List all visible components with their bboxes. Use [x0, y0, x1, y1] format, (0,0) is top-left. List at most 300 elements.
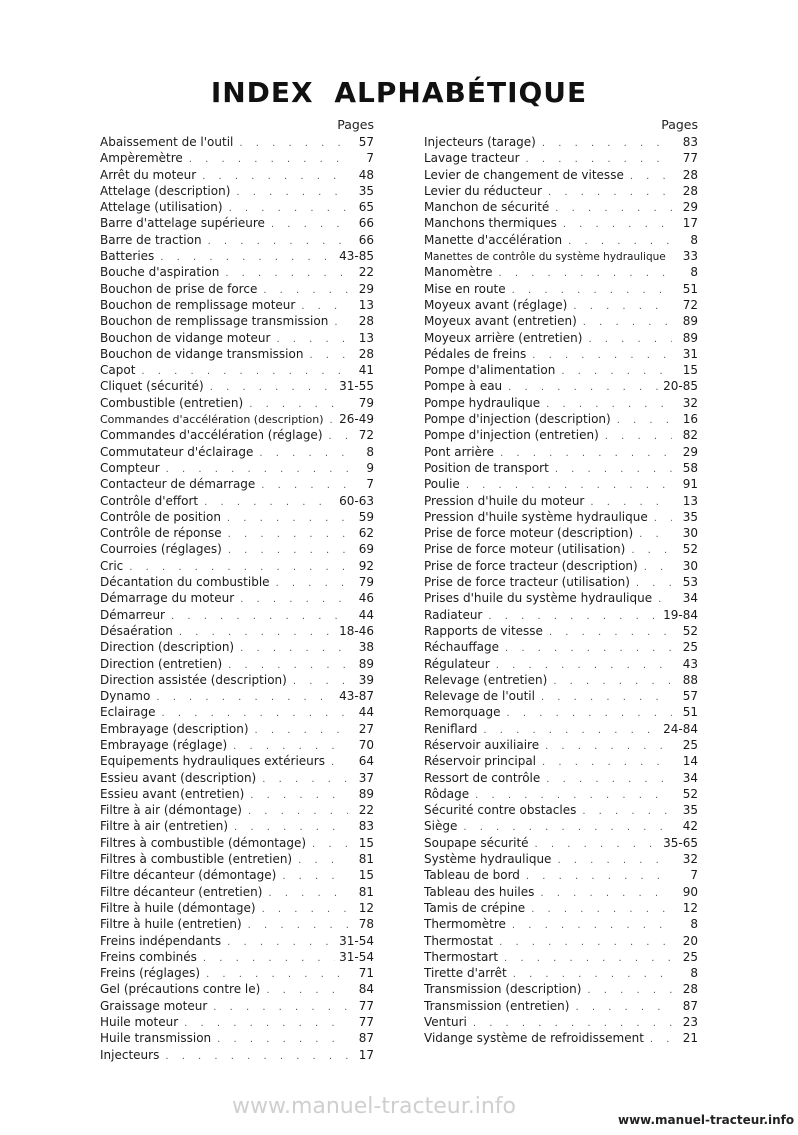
entry-label: Remorquage	[424, 705, 501, 720]
entry-page: 8	[366, 444, 374, 459]
entry-label: Freins (réglages)	[100, 966, 201, 981]
index-entry	[424, 493, 698, 509]
dot-leader	[173, 625, 335, 639]
entry-label: Sécurité contre obstacles	[424, 803, 577, 818]
dot-leader	[520, 869, 672, 883]
dot-leader	[526, 348, 672, 362]
index-entry	[424, 281, 698, 297]
entry-label: Manette d'accélération	[424, 232, 563, 247]
page-title: INDEX ALPHABÉTIQUE	[210, 76, 588, 109]
index-entry	[424, 264, 698, 280]
entry-page: 22	[358, 803, 374, 818]
entry-page: 38	[358, 640, 374, 655]
entry-page: 12	[682, 900, 698, 915]
index-entry	[100, 215, 374, 231]
entry-label: Gel (précautions contre le)	[100, 982, 261, 997]
dot-leader	[507, 967, 672, 981]
entry-label: Contrôle de position	[100, 509, 221, 524]
entry-page: 25	[682, 949, 698, 964]
entry-label: Filtre à huile (entretien)	[100, 917, 242, 932]
entry-page: 32	[682, 395, 698, 410]
entry-label: Prises d'huile du système hydraulique	[424, 591, 653, 606]
index-entry	[100, 493, 374, 509]
index-entry	[100, 737, 374, 753]
entry-page: 44	[358, 705, 374, 720]
index-entry	[424, 623, 698, 639]
entry-page: 32	[682, 852, 698, 867]
entry-page: 29	[682, 444, 698, 459]
entry-label: Lavage tracteur	[424, 151, 520, 166]
entry-label: Batteries	[100, 249, 155, 264]
entry-label: Equipements hydrauliques extérieurs	[100, 754, 325, 769]
dot-leader	[202, 234, 348, 248]
dot-leader	[562, 234, 672, 248]
index-entry	[424, 802, 698, 818]
dot-leader	[469, 788, 672, 802]
entry-label: Pédales de freins	[424, 346, 527, 361]
index-entry	[100, 378, 374, 394]
entry-page: 71	[358, 966, 374, 981]
index-entry	[424, 346, 698, 362]
entry-page: 15	[358, 868, 374, 883]
index-entry	[100, 313, 374, 329]
entry-page: 77	[682, 151, 698, 166]
index-entry	[100, 786, 374, 802]
entry-label: Direction (description)	[100, 640, 235, 655]
index-entry	[424, 378, 698, 394]
entry-label: Rôdage	[424, 786, 470, 801]
entry-page: 44	[358, 607, 374, 622]
index-entry	[100, 704, 374, 720]
entry-label: Pompe d'injection (description)	[424, 412, 611, 427]
index-entry	[100, 590, 374, 606]
index-entry	[100, 867, 374, 883]
dot-leader	[227, 739, 348, 753]
index-entry	[100, 150, 374, 166]
entry-label: Barre d'attelage supérieure	[100, 216, 265, 231]
dot-leader	[502, 380, 659, 394]
entry-label: Réchauffage	[424, 640, 499, 655]
index-entry	[424, 574, 698, 590]
entry-page: 28	[358, 314, 374, 329]
dot-leader	[492, 266, 672, 280]
entry-label: Pompe à eau	[424, 379, 503, 394]
entry-page: 57	[682, 689, 698, 704]
entry-page: 31-55	[339, 379, 374, 394]
entry-label: Démarreur	[100, 607, 165, 622]
entry-label: Arrêt du moteur	[100, 167, 197, 182]
index-entry	[100, 835, 374, 851]
dot-leader	[270, 332, 348, 346]
dot-leader	[287, 674, 348, 688]
entry-label: Prise de force tracteur (utilisation)	[424, 575, 630, 590]
index-entry	[424, 639, 698, 655]
dot-leader	[207, 1000, 348, 1014]
dot-leader	[243, 397, 348, 411]
entry-page: 43	[682, 656, 698, 671]
entry-label: Filtre à air (entretien)	[100, 819, 229, 834]
entry-label: Manomètre	[424, 265, 493, 280]
entry-label: Système hydraulique	[424, 852, 552, 867]
index-entry	[100, 541, 374, 557]
dot-leader	[242, 918, 348, 932]
index-entry	[424, 835, 698, 851]
entry-label: Courroies (réglages)	[100, 542, 222, 557]
index-entry	[100, 1047, 374, 1063]
index-entry	[424, 362, 698, 378]
index-entry	[424, 965, 698, 981]
dot-leader	[183, 152, 348, 166]
dot-leader	[630, 576, 672, 590]
index-entry	[424, 444, 698, 460]
dot-leader	[493, 935, 672, 949]
index-entry	[100, 460, 374, 476]
index-entry	[424, 313, 698, 329]
entry-page: 23	[682, 1015, 698, 1030]
entry-label: Prise de force moteur (utilisation)	[424, 542, 626, 557]
index-entry	[424, 395, 698, 411]
entry-page: 81	[358, 852, 374, 867]
dot-leader	[156, 706, 349, 720]
entry-page: 17	[358, 1047, 374, 1062]
dot-leader	[644, 1032, 672, 1046]
entry-label: Combustible (entretien)	[100, 395, 244, 410]
index-entry	[424, 297, 698, 313]
dot-leader	[295, 299, 348, 313]
entry-label: Thermomètre	[424, 917, 506, 932]
entry-label: Huile transmission	[100, 1031, 212, 1046]
dot-leader	[178, 1016, 348, 1030]
entry-label: Bouchon de remplissage moteur	[100, 297, 296, 312]
entry-label: Démarrage du moteur	[100, 591, 235, 606]
entry-page: 39	[358, 672, 374, 687]
entry-label: Commandes d'accélération (description)	[100, 413, 324, 427]
index-entry	[424, 672, 698, 688]
dot-leader	[228, 820, 348, 834]
dot-leader	[638, 560, 672, 574]
entry-page: 8	[690, 265, 698, 280]
index-entry	[424, 248, 698, 264]
entry-page: 43-87	[339, 689, 374, 704]
index-entry	[424, 933, 698, 949]
index-entry	[424, 150, 698, 166]
dot-leader	[506, 918, 672, 932]
dot-leader	[625, 543, 672, 557]
dot-leader	[135, 364, 348, 378]
entry-page: 29	[358, 281, 374, 296]
entry-label: Cliquet (sécurité)	[100, 379, 204, 394]
entry-label: Ampèremètre	[100, 151, 183, 166]
entry-page: 77	[358, 998, 374, 1013]
entry-page: 35	[682, 509, 698, 524]
entry-label: Injecteurs (tarage)	[424, 135, 536, 149]
entry-label: Tableau des huiles	[424, 884, 535, 899]
entry-page: 25	[682, 737, 698, 752]
entry-label: Thermostart	[424, 949, 499, 964]
entry-label: Ressort de contrôle	[424, 770, 541, 785]
entry-label: Venturi	[424, 1015, 467, 1030]
entry-page: 13	[682, 493, 698, 508]
entry-page: 34	[682, 770, 698, 785]
entry-page: 29	[682, 200, 698, 215]
index-entry	[424, 199, 698, 215]
entry-page: 33	[682, 249, 698, 264]
dot-leader	[482, 609, 659, 623]
index-entry	[100, 933, 374, 949]
entry-label: Huile moteur	[100, 1015, 179, 1030]
entry-page: 60-63	[339, 493, 374, 508]
dot-leader	[547, 674, 672, 688]
dot-leader	[159, 1049, 348, 1063]
index-entry	[424, 704, 698, 720]
dot-leader	[196, 169, 348, 183]
dot-leader	[165, 609, 348, 623]
dot-leader	[221, 935, 335, 949]
entry-label: Freins combinés	[100, 949, 197, 964]
index-column-left	[100, 117, 374, 1063]
entry-page: 66	[358, 216, 374, 231]
index-entry	[100, 281, 374, 297]
entry-page: 87	[358, 1031, 374, 1046]
entry-label: Pression d'huile du moteur	[424, 493, 585, 508]
index-entry	[424, 411, 698, 427]
entry-label: Thermostat	[424, 933, 494, 948]
dot-leader	[200, 967, 348, 981]
entry-page: 16	[682, 412, 698, 427]
entry-page: 77	[358, 1015, 374, 1030]
dot-leader	[292, 853, 348, 867]
entry-page: 78	[358, 917, 374, 932]
index-entry	[424, 558, 698, 574]
entry-label: Réservoir auxiliaire	[424, 737, 540, 752]
entry-label: Abaissement de l'outil	[100, 135, 234, 149]
index-entry	[424, 851, 698, 867]
entry-label: Rapports de vitesse	[424, 623, 543, 638]
entry-page: 58	[682, 460, 698, 475]
index-entry	[100, 1014, 374, 1030]
index-entry	[424, 737, 698, 753]
index-entry	[424, 1014, 698, 1030]
index-entry	[424, 330, 698, 346]
index-entry	[424, 981, 698, 997]
index-entry	[424, 916, 698, 932]
index-entry	[424, 427, 698, 443]
dot-leader	[501, 706, 672, 720]
entry-label: Radiateur	[424, 607, 483, 622]
index-entry	[424, 607, 698, 623]
dot-leader	[253, 446, 348, 460]
entry-page: 13	[358, 297, 374, 312]
entry-label: Pompe hydraulique	[424, 395, 541, 410]
dot-leader	[506, 283, 672, 297]
entry-page: 89	[358, 656, 374, 671]
entry-page: 53	[682, 575, 698, 590]
dot-leader	[211, 1032, 348, 1046]
index-entry	[100, 949, 374, 965]
entry-page: 65	[358, 200, 374, 215]
index-entry	[100, 623, 374, 639]
dot-leader	[536, 136, 672, 150]
index-entry	[100, 330, 374, 346]
entry-label: Bouchon de remplissage transmission	[100, 314, 329, 329]
dot-leader	[222, 527, 348, 541]
dot-leader	[197, 951, 335, 965]
index-entry	[424, 753, 698, 769]
entry-page: 70	[358, 737, 374, 752]
index-entry	[100, 998, 374, 1014]
entry-page: 88	[682, 672, 698, 687]
entry-page: 15	[358, 835, 374, 850]
entry-label: Commutateur d'éclairage	[100, 444, 254, 459]
entry-label: Reniflard	[424, 721, 478, 736]
dot-leader	[221, 511, 348, 525]
index-entry	[100, 444, 374, 460]
index-entry	[100, 346, 374, 362]
index-entry	[100, 818, 374, 834]
entry-label: Essieu avant (entretien)	[100, 786, 245, 801]
entry-page: 37	[358, 770, 374, 785]
entry-page: 13	[358, 330, 374, 345]
entry-label: Position de transport	[424, 460, 549, 475]
entry-page: 82	[682, 428, 698, 443]
entry-page: 83	[358, 819, 374, 834]
entry-page: 66	[358, 232, 374, 247]
entry-page: 28	[682, 982, 698, 997]
entry-label: Tirette d'arrêt	[424, 966, 507, 981]
entry-label: Graissage moteur	[100, 998, 208, 1013]
dot-leader	[540, 772, 672, 786]
entry-label: Pont arrière	[424, 444, 495, 459]
entry-label: Levier de changement de vitesse	[424, 167, 624, 182]
index-entry	[100, 965, 374, 981]
index-entry	[424, 770, 698, 786]
entry-label: Transmission (entretien)	[424, 998, 570, 1013]
index-entry	[100, 427, 374, 443]
index-entry	[100, 1030, 374, 1046]
dot-leader	[648, 511, 672, 525]
dot-leader	[520, 152, 672, 166]
index-entry	[424, 476, 698, 492]
index-entry	[100, 688, 374, 704]
footer-url: www.manuel-tracteur.info	[618, 1113, 795, 1127]
entry-page: 42	[682, 819, 698, 834]
dot-leader	[262, 886, 348, 900]
entry-page: 92	[358, 558, 374, 573]
entry-label: Contrôle de réponse	[100, 526, 222, 541]
entry-page: 91	[682, 477, 698, 492]
entry-page: 72	[682, 297, 698, 312]
entry-page: 72	[358, 428, 374, 443]
dot-leader	[584, 495, 672, 509]
entry-page: 30	[682, 526, 698, 541]
entry-label: Vidange système de refroidissement	[424, 1031, 644, 1046]
entry-label: Régulateur	[424, 656, 490, 671]
dot-leader	[260, 983, 348, 997]
entry-label: Direction assistée (description)	[100, 672, 287, 687]
dot-leader	[555, 364, 672, 378]
entry-label: Embrayage (description)	[100, 721, 249, 736]
entry-page: 7	[690, 868, 698, 883]
dot-leader	[204, 380, 335, 394]
entry-label: Décantation du combustible	[100, 575, 270, 590]
index-entry	[100, 558, 374, 574]
dot-leader	[222, 543, 348, 557]
dot-leader	[490, 658, 672, 672]
entry-page: 9	[366, 460, 374, 475]
entry-label: Eclairage	[100, 705, 156, 720]
entry-label: Contacteur de démarrage	[100, 477, 256, 492]
index-entry	[100, 395, 374, 411]
dot-leader	[567, 299, 672, 313]
entry-page: 35-65	[663, 835, 698, 850]
index-entry	[424, 1030, 698, 1046]
index-entry	[100, 656, 374, 672]
entry-label: Relevage de l'outil	[424, 689, 535, 704]
entry-label: Manchon de sécurité	[424, 200, 550, 215]
index-entry	[100, 753, 374, 769]
index-entry	[424, 183, 698, 199]
index-entry	[100, 476, 374, 492]
entry-page: 18-46	[339, 623, 374, 638]
entry-label: Embrayage (réglage)	[100, 737, 228, 752]
dot-leader	[257, 283, 348, 297]
dot-leader	[535, 690, 672, 704]
entry-page: 34	[682, 591, 698, 606]
entry-page: 43-85	[339, 249, 374, 264]
dot-leader	[581, 983, 672, 997]
dot-leader	[328, 315, 348, 329]
index-entry	[100, 802, 374, 818]
index-entry	[424, 541, 698, 557]
entry-label: Commandes d'accélération (réglage)	[100, 428, 323, 443]
index-entry	[100, 851, 374, 867]
index-entry	[100, 884, 374, 900]
dot-leader	[150, 690, 335, 704]
entry-page: 90	[682, 884, 698, 899]
entry-label: Filtres à combustible (démontage)	[100, 835, 307, 850]
index-entry	[424, 900, 698, 916]
dot-leader	[160, 462, 348, 476]
entry-page: 87	[682, 998, 698, 1013]
index-entry	[100, 525, 374, 541]
dot-leader	[576, 804, 672, 818]
entry-label: Pompe d'alimentation	[424, 363, 556, 378]
entry-page: 83	[682, 135, 698, 149]
entry-page: 69	[358, 542, 374, 557]
entry-label: Moyeux arrière (entretien)	[424, 330, 583, 345]
dot-leader	[549, 462, 672, 476]
entry-label: Pompe d'injection (entretien)	[424, 428, 599, 443]
dot-leader	[265, 217, 348, 231]
entry-page: 89	[682, 314, 698, 329]
dot-leader	[477, 723, 659, 737]
dot-leader	[569, 1000, 672, 1014]
entry-page: 7	[366, 477, 374, 492]
pages-header-right: Pages	[661, 117, 698, 132]
index-entry	[100, 264, 374, 280]
dot-leader	[324, 413, 336, 427]
dot-leader	[230, 185, 348, 199]
entry-page: 31-54	[339, 933, 374, 948]
entry-label: Réservoir principal	[424, 754, 537, 769]
entry-page: 25	[682, 640, 698, 655]
entry-page: 51	[682, 705, 698, 720]
entry-page: 89	[682, 330, 698, 345]
entry-page: 62	[358, 526, 374, 541]
dot-leader	[551, 853, 672, 867]
entry-label: Désaération	[100, 623, 173, 638]
entry-label: Siège	[424, 819, 458, 834]
